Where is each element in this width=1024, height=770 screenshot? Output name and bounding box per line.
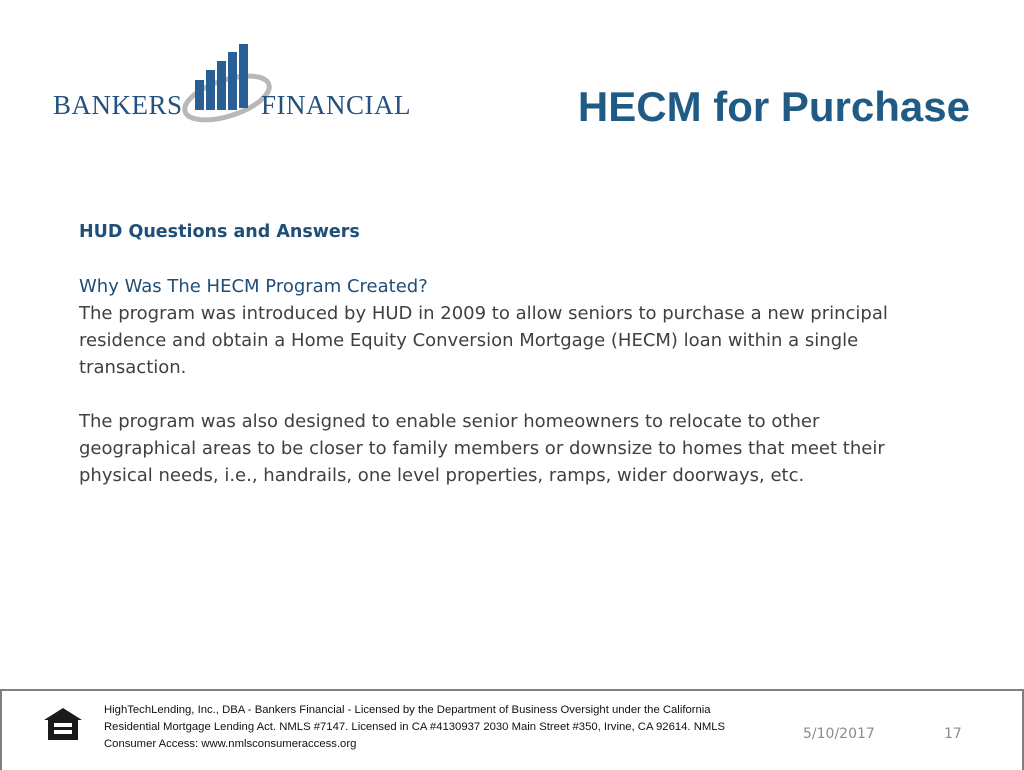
spacer [79, 381, 939, 408]
legal-line: Residential Mortgage Lending Act. NMLS #7147. Licensed in CA #4130937 2030 Main Street #350, Irvine, CA 92614. NMLS [104, 721, 726, 733]
slide-page-number: 17 [944, 726, 962, 742]
legal-disclaimer [104, 702, 754, 753]
logo-word-bankers: BANKERS [53, 90, 183, 120]
logo-bars-icon [175, 40, 275, 126]
equal-housing-lender-icon [43, 707, 83, 741]
slide-footer [0, 689, 1024, 770]
spacer [79, 246, 939, 273]
legal-line: HighTechLending, Inc., DBA - Bankers Financial - Licensed by the Department of Business Oversight under the California [104, 704, 711, 716]
slide-content [79, 219, 939, 489]
content-heading: HUD Questions and Answers [79, 222, 360, 242]
bankers-financial-logo [50, 40, 420, 130]
content-paragraph-2: The program was also designed to enable senior homeowners to relocate to other geographical areas to be closer to family members or downsize to homes that meet their physical needs, i.e., handrails, one level properties, ramps, wider doorways, etc. [79, 411, 885, 486]
content-question: Why Was The HECM Program Created? [79, 276, 428, 297]
content-paragraph-1: The program was introduced by HUD in 2009 to allow seniors to purchase a new principal residence and obtain a Home Equity Conversion Mortgage (HECM) loan within a single transaction. [79, 303, 888, 378]
slide-title: HECM for Purchase [577, 83, 970, 130]
logo-word-financial: FINANCIAL [261, 90, 411, 120]
slide-date: 5/10/2017 [803, 726, 875, 742]
legal-line: Consumer Access: www.nmlsconsumeraccess.org [104, 738, 357, 750]
